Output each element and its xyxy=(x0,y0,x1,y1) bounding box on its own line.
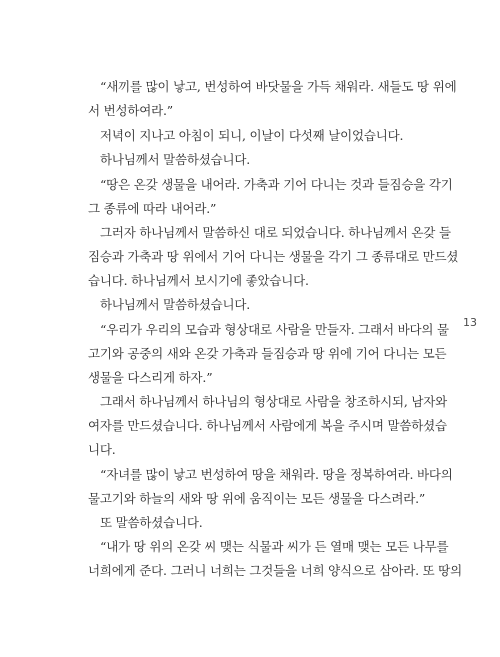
text-line: 니다. xyxy=(88,442,116,457)
text-line: 그래서 하나님께서 하나님의 형상대로 사람을 창조하시되, 남자와 xyxy=(100,394,448,409)
text-line: 그 종류에 따라 내어라.” xyxy=(88,201,217,216)
text-line: 하나님께서 말씀하셨습니다. xyxy=(100,297,251,312)
text-line: “새끼를 많이 낳고, 번성하여 바닷물을 가득 채워라. 새들도 땅 위에 xyxy=(100,79,457,94)
text-line: “땅은 온갖 생물을 내어라. 가축과 기어 다니는 것과 들짐승을 각기 xyxy=(100,177,453,192)
text-line: 하나님께서 말씀하셨습니다. xyxy=(100,152,251,167)
text-line: 습니다. 하나님께서 보시기에 좋았습니다. xyxy=(88,273,309,288)
text-line: 물고기와 하늘의 새와 땅 위에 움직이는 모든 생물을 다스려라.” xyxy=(88,491,426,506)
text-line: 여자를 만드셨습니다. 하나님께서 사람에게 복을 주시며 말씀하셨습 xyxy=(88,418,447,433)
text-line: “자녀를 많이 낳고 번성하여 땅을 채워라. 땅을 정복하여라. 바다의 xyxy=(100,467,453,482)
text-line: 너희에게 준다. 그러니 너희는 그것들을 너희 양식으로 삼아라. 또 땅의 xyxy=(88,563,463,578)
text-line: 생물을 다스리게 하자.” xyxy=(88,370,213,385)
text-line: “내가 땅 위의 온갖 씨 맺는 식물과 씨가 든 열매 맺는 모든 나무를 xyxy=(100,539,449,554)
text-line: 또 말씀하셨습니다. xyxy=(100,515,203,530)
text-line: 그러자 하나님께서 말씀하신 대로 되었습니다. 하나님께서 온갖 들 xyxy=(100,225,451,240)
text-line: 저녁이 지나고 아침이 되니, 이날이 다섯째 날이었습니다. xyxy=(100,128,404,143)
text-line: 고기와 공중의 새와 온갖 가축과 들짐승과 땅 위에 기어 다니는 모든 xyxy=(88,346,447,361)
text-line: 서 번성하여라.” xyxy=(88,103,173,118)
text-line: “우리가 우리의 모습과 형상대로 사람을 만들자. 그래서 바다의 물 xyxy=(100,322,449,337)
text-line: 짐승과 가축과 땅 위에서 기어 다니는 생물을 각기 그 종류대로 만드셨 xyxy=(88,249,459,264)
page-number: 13 xyxy=(463,316,477,329)
